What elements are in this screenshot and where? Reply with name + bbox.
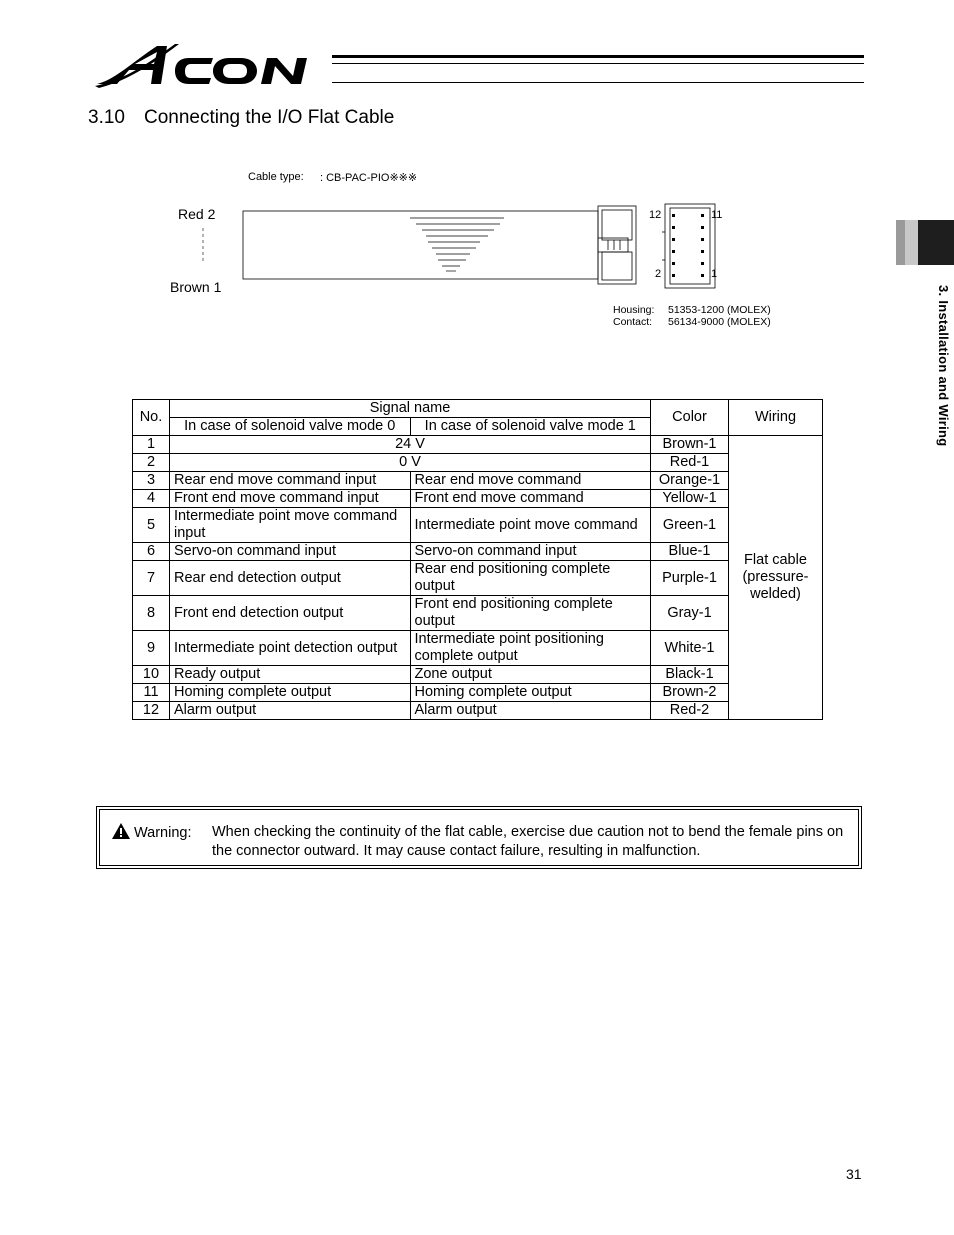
row-color: Brown-2 bbox=[651, 684, 729, 702]
row-mode0: Front end move command input bbox=[169, 490, 410, 508]
wiring-cell bbox=[728, 436, 822, 720]
cable-type-label: Cable type: bbox=[248, 171, 304, 183]
row-mode1: Rear end positioning complete output bbox=[410, 561, 651, 596]
connector-side-view bbox=[598, 206, 636, 284]
row-mode1: Front end positioning complete output bbox=[410, 596, 651, 631]
row-shared-signal: 24 V bbox=[169, 436, 650, 454]
side-tab-shade-mid bbox=[905, 220, 918, 265]
flat-cable-body bbox=[243, 211, 598, 279]
row-no: 7 bbox=[133, 561, 170, 596]
pin-number-11: 11 bbox=[711, 209, 723, 221]
table-row bbox=[133, 454, 823, 472]
row-mode1: Zone output bbox=[410, 666, 651, 684]
table-row bbox=[133, 561, 823, 596]
row-mode1: Front end move command bbox=[410, 490, 651, 508]
table-row bbox=[133, 596, 823, 631]
row-color: Blue-1 bbox=[651, 543, 729, 561]
row-color: Purple-1 bbox=[651, 561, 729, 596]
row-mode1: Servo-on command input bbox=[410, 543, 651, 561]
row-color: Green-1 bbox=[651, 508, 729, 543]
table-row bbox=[133, 702, 823, 720]
row-color: Red-2 bbox=[651, 702, 729, 720]
pin-number-1: 1 bbox=[711, 268, 718, 280]
side-tab-shade-light bbox=[896, 220, 905, 265]
header-wiring: Wiring bbox=[728, 400, 822, 436]
pin-number-12: 12 bbox=[649, 209, 662, 221]
row-color: Gray-1 bbox=[651, 596, 729, 631]
pin-number-2: 2 bbox=[655, 268, 662, 280]
housing-label: Housing: bbox=[613, 304, 655, 316]
row-mode1: Rear end move command bbox=[410, 472, 651, 490]
row-no: 11 bbox=[133, 684, 170, 702]
row-color: Yellow-1 bbox=[651, 490, 729, 508]
section-title: Connecting the I/O Flat Cable bbox=[144, 107, 395, 128]
table-row bbox=[133, 490, 823, 508]
row-mode1: Intermediate point move command bbox=[410, 508, 651, 543]
row-no: 3 bbox=[133, 472, 170, 490]
row-no: 4 bbox=[133, 490, 170, 508]
side-tab-marker bbox=[918, 220, 954, 265]
side-tab-label: 3. Installation and Wiring bbox=[936, 285, 951, 447]
row-no: 6 bbox=[133, 543, 170, 561]
section-heading bbox=[88, 107, 394, 129]
table-header-row bbox=[133, 400, 823, 418]
row-mode1: Intermediate point positioning complete output bbox=[410, 631, 651, 666]
row-no: 5 bbox=[133, 508, 170, 543]
wiring-value: Flat cable (pressure-welded) bbox=[742, 552, 809, 602]
warning-box bbox=[96, 806, 862, 869]
row-mode0: Rear end move command input bbox=[169, 472, 410, 490]
row-mode0: Rear end detection output bbox=[169, 561, 410, 596]
cable-fold-lines bbox=[410, 218, 504, 271]
warning-label: Warning: bbox=[134, 825, 192, 841]
row-no: 10 bbox=[133, 666, 170, 684]
row-no: 2 bbox=[133, 454, 170, 472]
table-row bbox=[133, 631, 823, 666]
cable-diagram bbox=[160, 160, 800, 340]
row-no: 9 bbox=[133, 631, 170, 666]
logo-text: ACON bbox=[95, 40, 98, 41]
warning-box-inner bbox=[99, 809, 859, 866]
table-row bbox=[133, 508, 823, 543]
header-mode0: In case of solenoid valve mode 0 bbox=[169, 418, 410, 436]
row-mode0: Alarm output bbox=[169, 702, 410, 720]
row-color: Black-1 bbox=[651, 666, 729, 684]
contact-label: Contact: bbox=[613, 316, 653, 328]
header-rule-thick bbox=[332, 55, 864, 58]
row-mode0: Homing complete output bbox=[169, 684, 410, 702]
row-mode0: Ready output bbox=[169, 666, 410, 684]
table-row bbox=[133, 684, 823, 702]
row-color: Orange-1 bbox=[651, 472, 729, 490]
row-mode0: Intermediate point move command input bbox=[169, 508, 410, 543]
section-number: 3.10 bbox=[88, 107, 125, 128]
wire-label-brown1: Brown 1 bbox=[170, 279, 222, 295]
acon-logo bbox=[95, 40, 335, 90]
header-rule-thin bbox=[332, 63, 864, 64]
table-row bbox=[133, 472, 823, 490]
signal-table bbox=[132, 399, 823, 720]
row-mode0: Front end detection output bbox=[169, 596, 410, 631]
row-mode1: Homing complete output bbox=[410, 684, 651, 702]
table-row bbox=[133, 436, 823, 454]
warning-label-group bbox=[112, 823, 191, 841]
table-row bbox=[133, 543, 823, 561]
header-no: No. bbox=[133, 400, 170, 436]
row-mode1: Alarm output bbox=[410, 702, 651, 720]
row-shared-signal: 0 V bbox=[169, 454, 650, 472]
header-mode1: In case of solenoid valve mode 1 bbox=[410, 418, 651, 436]
row-mode0: Intermediate point detection output bbox=[169, 631, 410, 666]
row-mode0: Servo-on command input bbox=[169, 543, 410, 561]
page-number: 31 bbox=[846, 1166, 862, 1182]
table-row bbox=[133, 666, 823, 684]
header-rule-bottom bbox=[332, 82, 864, 83]
row-color: Red-1 bbox=[651, 454, 729, 472]
row-no: 12 bbox=[133, 702, 170, 720]
warning-triangle-icon bbox=[112, 823, 130, 839]
row-no: 8 bbox=[133, 596, 170, 631]
warning-text: When checking the continuity of the flat cable, exercise due caution not to bend the female pins on the connector outward. It may cause contact failure, resulting in malfunction. bbox=[212, 824, 844, 859]
contact-value: 56134-9000 (MOLEX) bbox=[668, 316, 771, 328]
housing-value: 51353-1200 (MOLEX) bbox=[668, 304, 771, 316]
header-color: Color bbox=[651, 400, 729, 436]
wire-label-red2: Red 2 bbox=[178, 206, 216, 222]
header-signal-name: Signal name bbox=[169, 400, 650, 418]
row-color: White-1 bbox=[651, 631, 729, 666]
row-color: Brown-1 bbox=[651, 436, 729, 454]
cable-type-value: : CB-PAC-PIO※※※ bbox=[320, 172, 418, 184]
row-no: 1 bbox=[133, 436, 170, 454]
connector-pins bbox=[672, 214, 704, 277]
